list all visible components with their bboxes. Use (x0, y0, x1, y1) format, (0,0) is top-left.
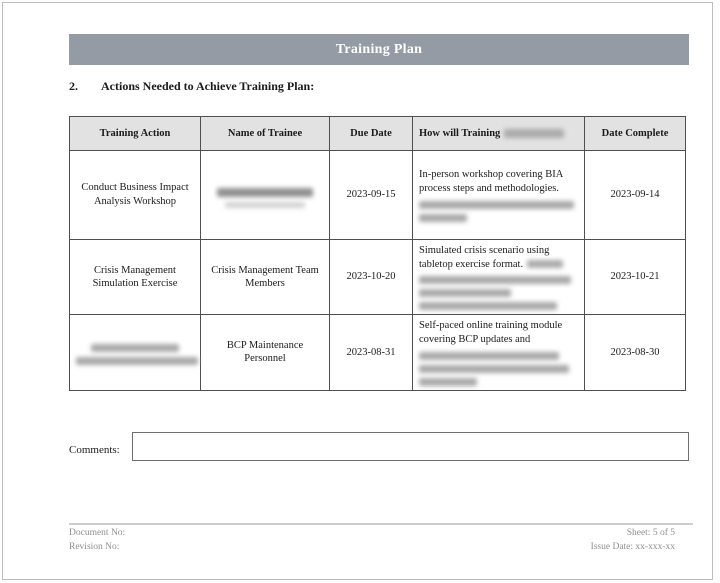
redacted-text (419, 276, 571, 284)
revision-no-label: Revision No: (69, 541, 120, 552)
comments-label: Comments: (69, 444, 120, 456)
redacted-text (504, 129, 564, 138)
title-bar (69, 34, 689, 65)
footer-left (69, 527, 125, 555)
redacted-text (419, 289, 511, 297)
cell-date-complete: 2023-08-30 (585, 315, 686, 390)
cell-date-complete: 2023-09-14 (585, 151, 686, 240)
cell-training-action (70, 315, 201, 390)
page-title: Training Plan (335, 41, 423, 57)
section-number: 2. (69, 79, 78, 93)
cell-due-date: 2023-08-31 (330, 315, 413, 390)
comments-input[interactable] (132, 432, 689, 461)
redacted-text (217, 188, 313, 197)
redacted-text (76, 357, 198, 365)
section-heading-row (69, 79, 669, 94)
cell-due-date: 2023-09-15 (330, 151, 413, 240)
col-header-name-of-trainee: Name of Trainee (201, 117, 330, 151)
cell-name-of-trainee (201, 151, 330, 240)
cell-name-of-trainee: BCP Maintenance Personnel (201, 315, 330, 390)
redacted-text (527, 260, 563, 268)
document-no-label: Document No: (69, 528, 126, 538)
table-header-row (70, 117, 686, 151)
redacted-text (419, 201, 574, 209)
cell-how-will-training: Self-paced online training module covering BCP updates and (413, 315, 585, 390)
col-header-how-will-training: How will Training (413, 117, 585, 151)
cell-training-action: Conduct Business Impact Analysis Workshop (70, 151, 201, 240)
cell-name-of-trainee: Crisis Management Team Members (201, 240, 330, 315)
redacted-text (419, 214, 467, 222)
cell-date-complete: 2023-10-21 (585, 240, 686, 315)
sheet-number: Sheet: 5 of 5 (626, 528, 675, 538)
table-row (70, 151, 686, 240)
section-heading: Actions Needed to Achieve Training Plan: (101, 79, 315, 93)
table-row (70, 240, 686, 315)
redacted-text (419, 378, 477, 386)
document-page (2, 2, 713, 580)
redacted-text (91, 344, 179, 352)
col-header-due-date: Due Date (330, 117, 413, 151)
col-header-training-action: Training Action (70, 117, 201, 151)
redacted-text (419, 352, 559, 360)
training-plan-table (69, 116, 686, 391)
redacted-text (419, 365, 569, 373)
table-row (70, 315, 686, 390)
col-header-date-complete: Date Complete (585, 117, 686, 151)
redacted-text (419, 302, 557, 310)
cell-training-action: Crisis Management Simulation Exercise (70, 240, 201, 315)
issue-date: Issue Date: xx-xxx-xx (590, 541, 675, 552)
footer-divider (69, 523, 693, 525)
cell-how-will-training: In-person workshop covering BIA process steps and methodologies. (413, 151, 585, 240)
cell-how-will-training: Simulated crisis scenario using tabletop exercise format. (413, 240, 585, 315)
redacted-text (225, 202, 305, 208)
footer-right (403, 527, 675, 555)
cell-due-date: 2023-10-20 (330, 240, 413, 315)
